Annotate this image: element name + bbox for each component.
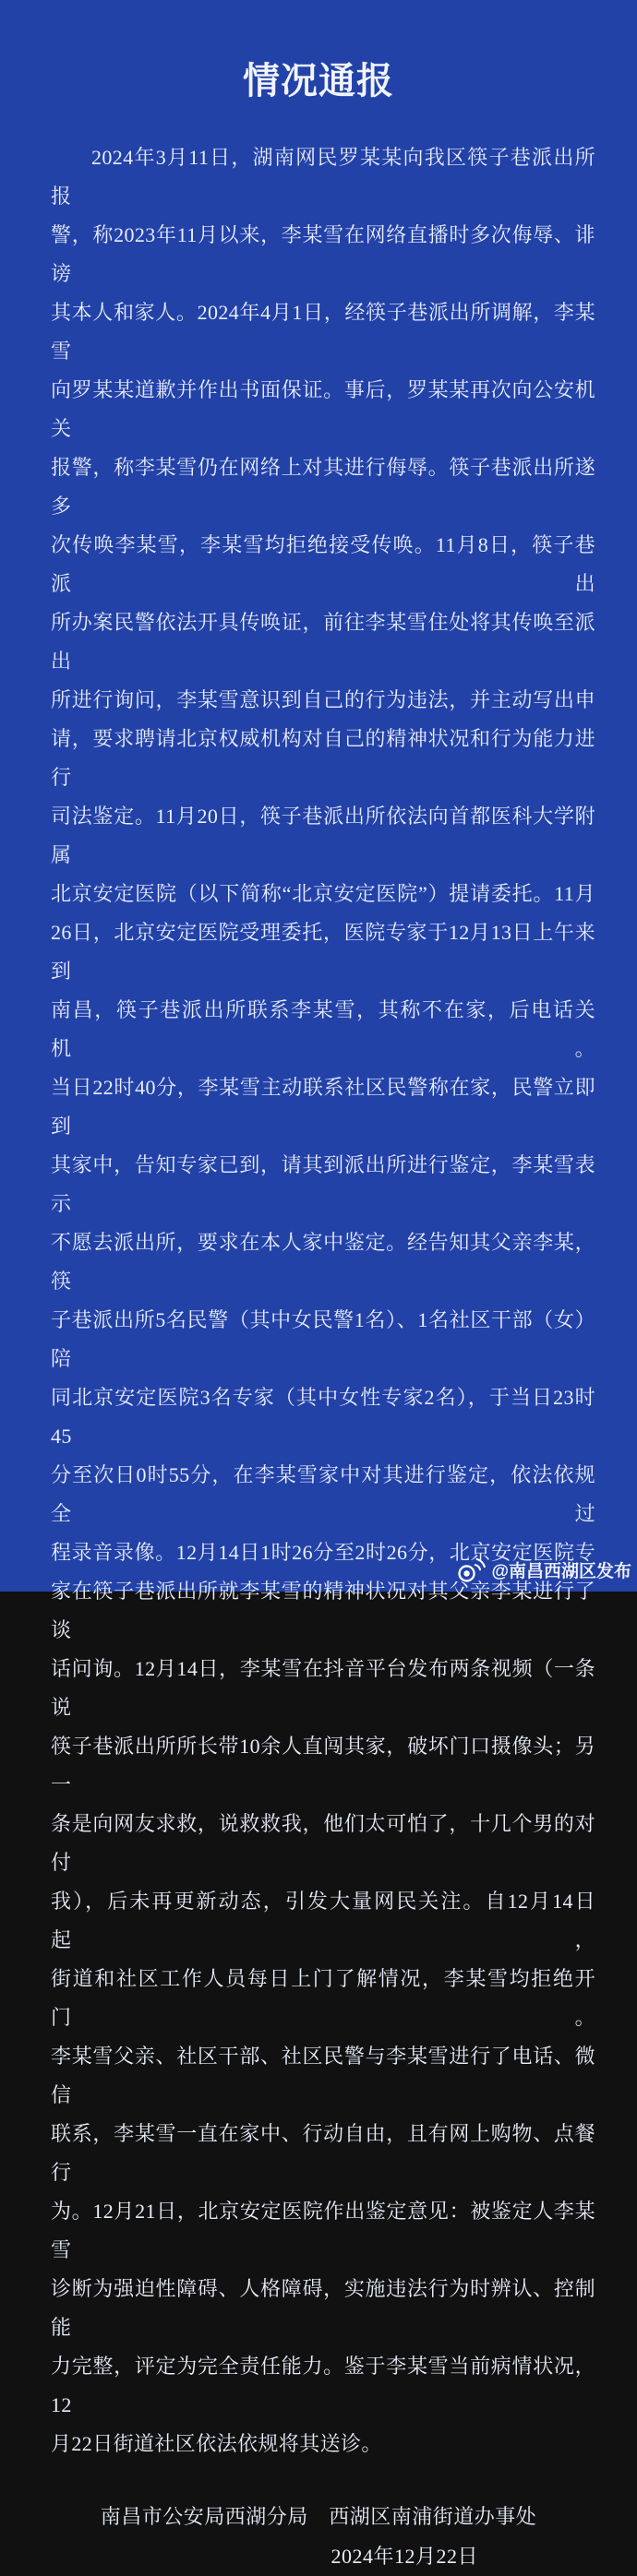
body-line: 次传唤李某雪，李某雪均拒绝接受传唤。11月8日，筷子巷派出: [51, 533, 595, 595]
notice-date: 2024年12月22日: [331, 2545, 478, 2568]
body-line: 分至次日0时55分，在李某雪家中对其进行鉴定，依法依规全过: [51, 1463, 595, 1525]
notice-title: 情况通报: [243, 60, 394, 101]
body-line: 同北京安定医院3名专家（其中女性专家2名），于当日23时45: [51, 1386, 595, 1448]
body-line: 请，要求聘请北京权威机构对自己的精神状况和行为能力进行: [51, 727, 595, 789]
signature-line: 南昌市公安局西湖分局 西湖区南浦街道办事处: [100, 2505, 537, 2528]
body-line: 家在筷子巷派出所就李某雪的精神状况对其父亲李某进行了谈: [51, 1580, 595, 1641]
body-line: 报警，称李某雪仍在网络上对其进行侮辱。筷子巷派出所遂多: [51, 456, 595, 518]
body-line: 司法鉴定。11月20日，筷子巷派出所依法向首都医科大学附属: [51, 805, 595, 866]
body-line: 话问询。12月14日，李某雪在抖音平台发布两条视频（一条说: [51, 1657, 595, 1719]
body-line: 不愿去派出所，要求在本人家中鉴定。经告知其父亲李某，筷: [51, 1231, 595, 1293]
body-line: 26日，北京安定医院受理委托，医院专家于12月13日上午来到: [51, 921, 595, 983]
body-line: 其家中，告知专家已到，请其到派出所进行鉴定，李某雪表示: [51, 1153, 595, 1215]
body-line: 所进行询问，李某雪意识到自己的行为违法，并主动写出申: [51, 688, 595, 711]
body-line: 诊断为强迫性障碍、人格障碍，实施违法行为时辨认、控制能: [51, 2277, 595, 2339]
body-line: 街道和社区工作人员每日上门了解情况，李某雪均拒绝开门。: [51, 1967, 595, 2029]
body-line: 向罗某某道歉并作出书面保证。事后，罗某某再次向公安机关: [51, 378, 595, 440]
body-line: 2024年3月11日，湖南网民罗某某向我区筷子巷派出所报: [51, 146, 595, 208]
watermark-label: @南昌西湖区发布: [491, 1561, 631, 1581]
body-line: 月22日街道社区依法依规将其送诊。: [51, 2432, 382, 2455]
weibo-icon: [456, 1555, 486, 1584]
body-line: 联系，李某雪一直在家中、行动自由，且有网上购物、点餐行: [51, 2122, 595, 2184]
body-line: 筷子巷派出所所长带10余人直闯其家，破坏门口摄像头；另一: [51, 1735, 595, 1796]
body-line: 李某雪父亲、社区干部、社区民警与李某雪进行了电话、微信: [51, 2045, 595, 2106]
body-line: 北京安定医院（以下简称“北京安定医院”）提请委托。11月: [51, 882, 595, 905]
body-line: 子巷派出所5名民警（其中女民警1名）、1名社区干部（女）陪: [51, 1308, 595, 1370]
body-line: 力完整，评定为完全责任能力。鉴于李某雪当前病情状况，12: [51, 2355, 595, 2416]
weibo-watermark: [456, 1555, 631, 1584]
body-line: 我），后未再更新动态，引发大量网民关注。自12月14日起，: [51, 1890, 595, 1951]
body-line: 其本人和家人。2024年4月1日，经筷子巷派出所调解，李某雪: [51, 301, 595, 363]
notice-body: [0, 138, 637, 2463]
body-line: 程录音录像。12月14日1时26分至2时26分，北京安定医院专: [51, 1541, 595, 1564]
body-line: 为。12月21日，北京安定医院作出鉴定意见：被鉴定人李某雪: [51, 2200, 595, 2261]
body-line: 条是向网友求救，说救救我，他们太可怕了，十几个男的对付: [51, 1812, 595, 1874]
body-line: 南昌，筷子巷派出所联系李某雪，其称不在家，后电话关机。: [51, 998, 595, 1060]
body-line: 所办案民警依法开具传唤证，前往李某雪住处将其传唤至派出: [51, 611, 595, 673]
body-line: 警，称2023年11月以来，李某雪在网络直播时多次侮辱、诽谤: [51, 223, 595, 285]
body-line: 当日22时40分，李某雪主动联系社区民警称在家，民警立即到: [51, 1076, 595, 1138]
